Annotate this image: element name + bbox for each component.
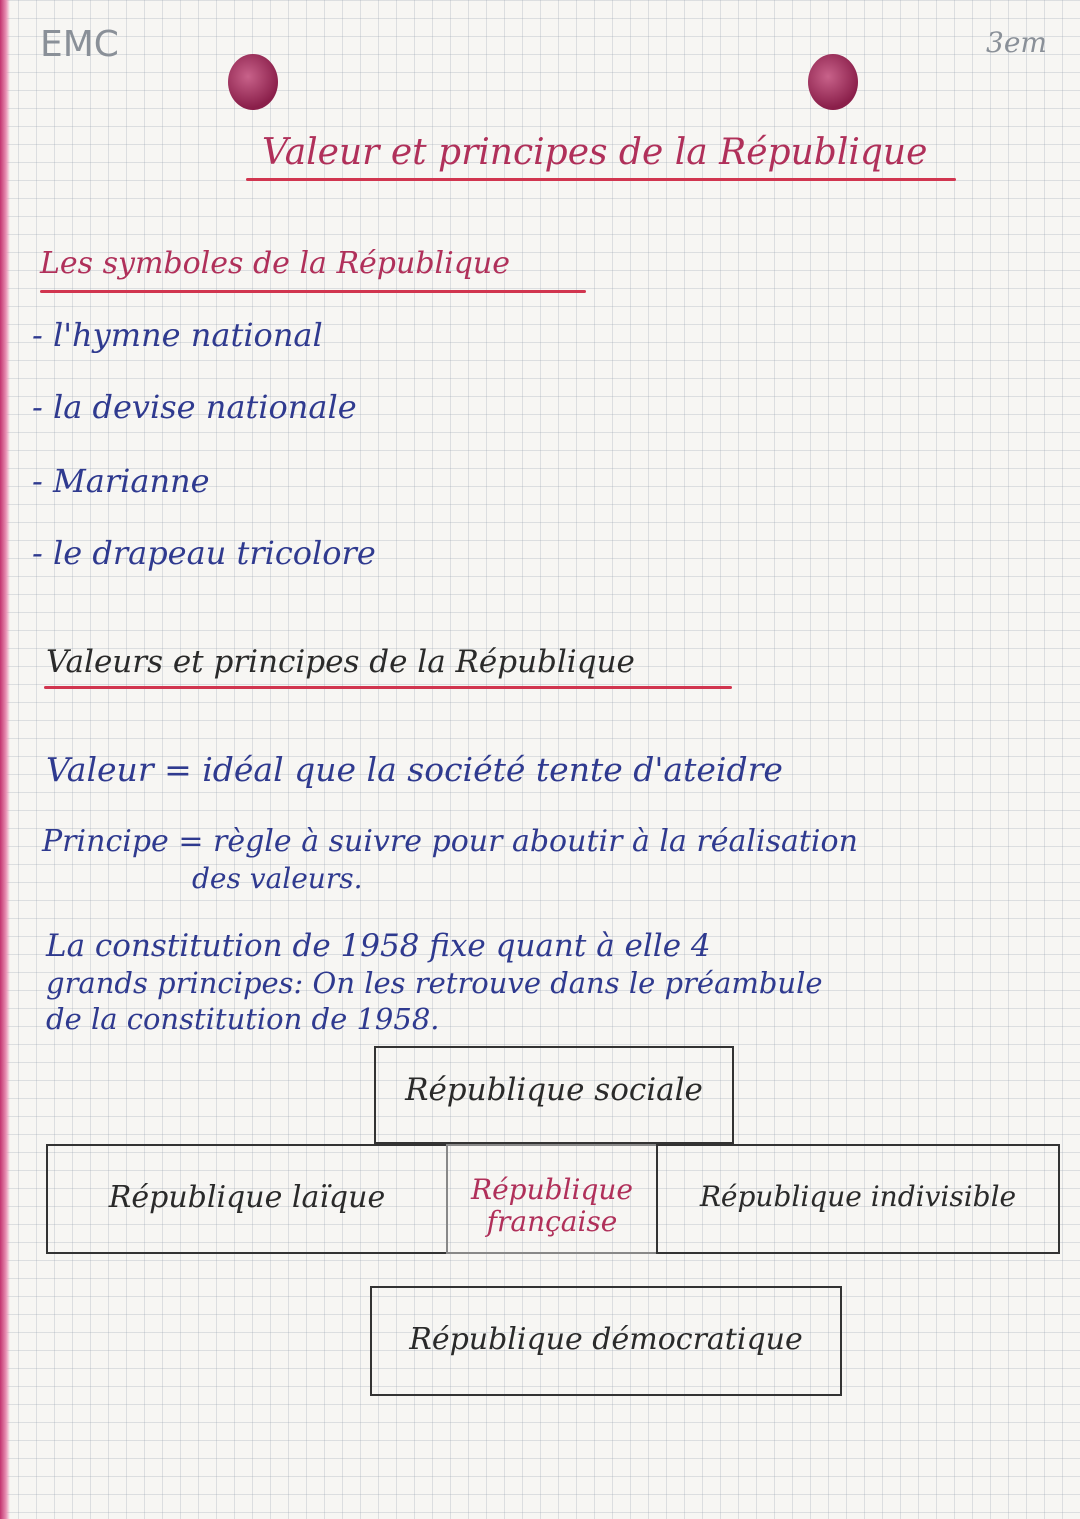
values-heading: Valeurs et principes de la République [46, 644, 635, 680]
symbol-item: - l'hymne national [32, 316, 323, 354]
box-label: République laïque [108, 1180, 386, 1215]
symbol-item: - le drapeau tricolore [32, 534, 376, 572]
box-republique-laique [46, 1144, 448, 1254]
grade-label: 3em [986, 26, 1047, 59]
box-republique-sociale [374, 1046, 734, 1144]
constitution-line1: La constitution de 1958 fixe quant à elle 4 [46, 928, 711, 964]
box-label: République [471, 1173, 633, 1206]
box-label: République sociale [405, 1072, 703, 1108]
subject-label: EMC [40, 24, 119, 65]
symbols-heading: Les symboles de la République [40, 246, 510, 281]
box-republique-indivisible [656, 1144, 1060, 1254]
box-label: française [486, 1205, 618, 1238]
constitution-line2: grands principes: On les retrouve dans le préambule [46, 966, 823, 1000]
constitution-line3: de la constitution de 1958. [46, 1002, 440, 1036]
principe-definition-line1: Principe = règle à suivre pour aboutir à la réalisation [42, 824, 858, 859]
punch-hole-right [808, 54, 858, 110]
symbol-item: - la devise nationale [32, 388, 357, 426]
values-heading-underline [44, 686, 732, 689]
box-republique-democratique [370, 1286, 842, 1396]
punch-hole-left [228, 54, 278, 110]
valeur-definition: Valeur = idéal que la société tente d'ateidre [46, 750, 783, 789]
box-label: République indivisible [699, 1180, 1017, 1213]
page-title: Valeur et principes de la République [262, 132, 928, 173]
symbol-item: - Marianne [32, 462, 210, 500]
box-label: République démocratique [409, 1322, 803, 1357]
principe-definition-line2: des valeurs. [192, 862, 363, 895]
notebook-margin [0, 0, 10, 1519]
symbols-heading-underline [40, 290, 586, 293]
title-underline [246, 178, 956, 181]
box-republique-francaise [446, 1144, 658, 1254]
